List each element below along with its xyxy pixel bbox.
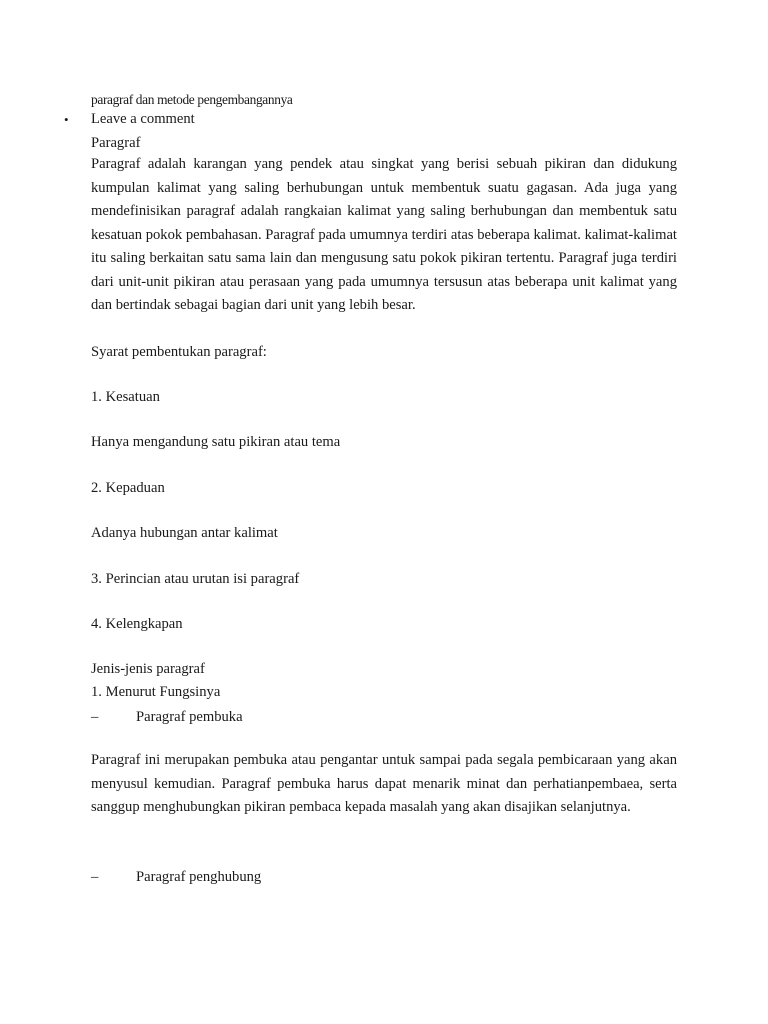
document-title: paragraf dan metode pengembangannya: [91, 92, 293, 107]
syarat-item-1-desc: Hanya mengandung satu pikiran atau tema: [91, 434, 341, 450]
heading-paragraf: Paragraf: [91, 135, 141, 151]
pembuka-label: Paragraf pembuka: [136, 709, 243, 725]
syarat-item-3: 3. Perincian atau urutan isi paragraf: [91, 571, 300, 587]
intro-paragraph: Paragraf adalah karangan yang pendek atau singkat yang berisi sebuah pikiran dan didukung kumpulan kalimat yang saling berhubungan untuk membentuk suatu gagasan. Ada juga yang mendefinisikan paragraf adalah rangkaian kalimat yang saling berhubungan dan membentuk satu kesatuan pokok pembahasan. Paragraf pada umumnya terdiri atas beberapa kalimat. kalimat-kalimat itu saling berkaitan satu sama lain dan mengusung satu pokok pikiran tertentu. Paragraf juga terdiri dari unit-unit pikiran atau perasaan yang pada umumnya tersusun atas beberapa unit kalimat yang dan bertindak sebagai bagian dari unit yang lebih besar.: [91, 156, 677, 313]
syarat-item-1: 1. Kesatuan: [91, 389, 160, 405]
syarat-item-2-desc: Adanya hubungan antar kalimat: [91, 525, 278, 541]
leave-comment-link[interactable]: Leave a comment: [91, 111, 195, 127]
penghubung-label: Paragraf penghubung: [136, 869, 262, 885]
syarat-item-2: 2. Kepaduan: [91, 480, 165, 496]
jenis-item-1: 1. Menurut Fungsinya: [91, 684, 221, 700]
jenis-heading: Jenis-jenis paragraf: [91, 661, 205, 677]
bullet-dot: •: [64, 112, 69, 127]
pembuka-paragraph: Paragraf ini merupakan pembuka atau pengantar untuk sampai pada segala pembicaraan yang akan menyusul kemudian. Paragraf pembuka harus dapat menarik minat dan perhatianpembaea, serta sanggup menghubungkan pikiran pembaca kepada masalah yang akan disajikan selanjutnya.: [91, 752, 677, 815]
syarat-item-4: 4. Kelengkapan: [91, 616, 183, 632]
dash-marker-pembuka: –: [91, 709, 99, 725]
dash-marker-penghubung: –: [91, 869, 99, 885]
syarat-heading: Syarat pembentukan paragraf:: [91, 344, 267, 360]
